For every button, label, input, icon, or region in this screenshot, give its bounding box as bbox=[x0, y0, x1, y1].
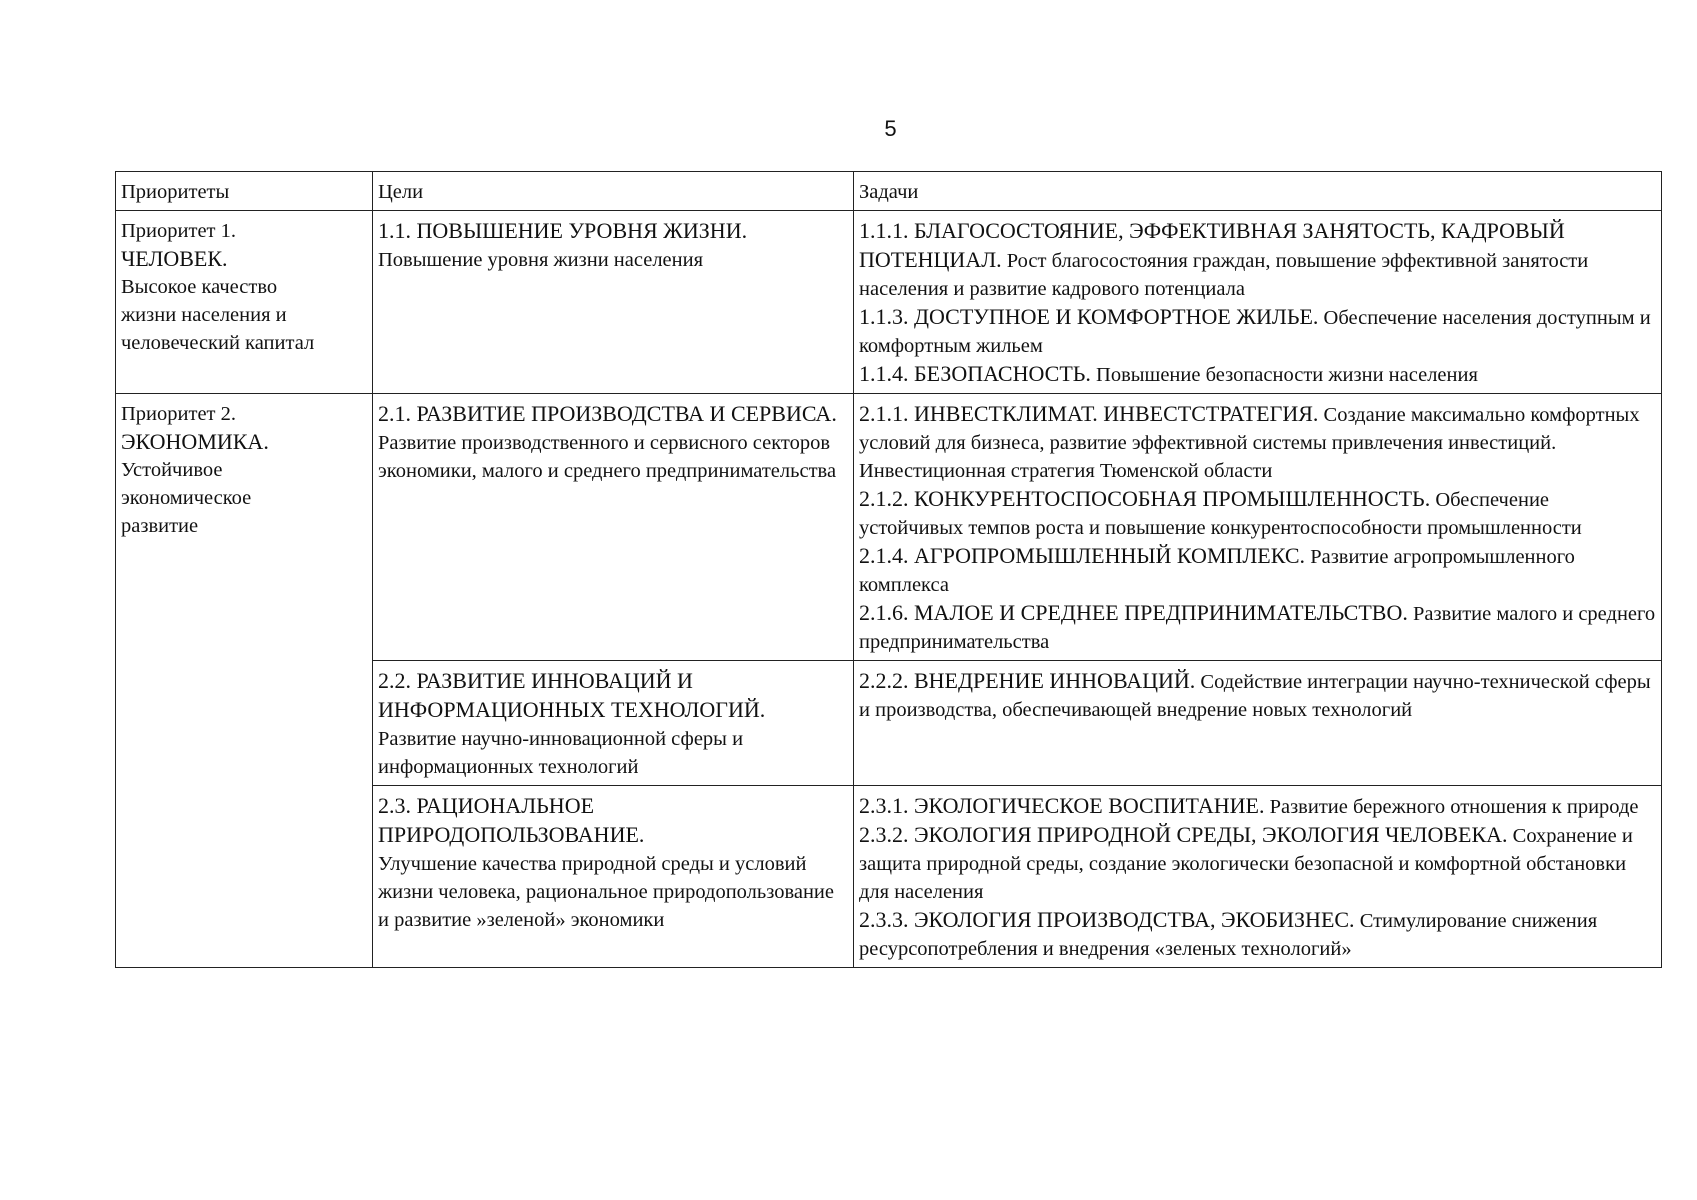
header-goals: Цели bbox=[373, 172, 854, 211]
task-text: Повышение безопасности жизни населения bbox=[1096, 364, 1478, 386]
goal-text: Улучшение качества природной среды и условий жизни человека, рациональное природопользование и развитие »зеленой» экономики bbox=[378, 853, 834, 931]
tasks-cell bbox=[854, 211, 1662, 394]
task-item bbox=[859, 667, 1656, 724]
priority-line: Приоритет 1. bbox=[121, 220, 237, 242]
task-title: 1.1.1. БЛАГОСОСТОЯНИЕ, ЭФФЕКТИВНАЯ ЗАНЯТОСТЬ, КАДРОВЫЙ ПОТЕНЦИАЛ. bbox=[859, 218, 1565, 272]
task-item bbox=[859, 303, 1656, 360]
goal-title: 2.3. РАЦИОНАЛЬНОЕ ПРИРОДОПОЛЬЗОВАНИЕ. bbox=[378, 793, 645, 847]
task-text: Развитие бережного отношения к природе bbox=[1269, 796, 1639, 818]
task-text: Развитие агропромышленного комплекса bbox=[859, 546, 1575, 596]
table-header-row bbox=[116, 172, 1662, 211]
table-row bbox=[116, 211, 1662, 394]
priority-cell bbox=[116, 211, 373, 394]
task-text: Развитие малого и среднего предпринимательства bbox=[859, 603, 1656, 653]
task-title: 1.1.4. БЕЗОПАСНОСТЬ. bbox=[859, 361, 1091, 386]
task-item bbox=[859, 821, 1656, 906]
priority-line: Приоритет 2. bbox=[121, 403, 237, 425]
page-number: 5 bbox=[884, 116, 897, 141]
task-title: 2.1.1. ИНВЕСТКЛИМАТ. ИНВЕСТСТРАТЕГИЯ. bbox=[859, 401, 1319, 426]
goal-title: 2.2. РАЗВИТИЕ ИННОВАЦИЙ И ИНФОРМАЦИОННЫХ ТЕХНОЛОГИЙ. bbox=[378, 668, 766, 722]
task-item bbox=[859, 599, 1656, 656]
priority-line: Высокое качество bbox=[121, 276, 278, 298]
priority-line: человеческий капитал bbox=[121, 332, 315, 354]
task-text: Обеспечение населения доступным и комфортным жильем bbox=[859, 307, 1651, 357]
priority-line: развитие bbox=[121, 515, 199, 537]
task-title: 2.3.3. ЭКОЛОГИЯ ПРОИЗВОДСТВА, ЭКОБИЗНЕС. bbox=[859, 907, 1355, 932]
header-priorities: Приоритеты bbox=[116, 172, 373, 211]
task-title: 2.1.2. КОНКУРЕНТОСПОСОБНАЯ ПРОМЫШЛЕННОСТЬ. bbox=[859, 486, 1431, 511]
task-text: Обеспечение устойчивых темпов роста и повышение конкурентоспособности промышленности bbox=[859, 489, 1582, 539]
goal-text: Развитие производственного и сервисного секторов экономики, малого и среднего предпринимательства bbox=[378, 432, 837, 482]
task-title: 2.1.6. МАЛОЕ И СРЕДНЕЕ ПРЕДПРИНИМАТЕЛЬСТВО. bbox=[859, 600, 1408, 625]
task-item bbox=[859, 360, 1656, 389]
priority-line: ЭКОНОМИКА. bbox=[121, 429, 269, 454]
strategy-table bbox=[115, 171, 1662, 968]
task-title: 2.2.2. ВНЕДРЕНИЕ ИННОВАЦИЙ. bbox=[859, 668, 1196, 693]
task-text: Сохранение и защита природной среды, создание экологически безопасной и комфортной обстановки для населения bbox=[859, 825, 1633, 903]
task-title: 2.1.4. АГРОПРОМЫШЛЕННЫЙ КОМПЛЕКС. bbox=[859, 543, 1306, 568]
priority-line: жизни населения и bbox=[121, 304, 287, 326]
priority-line: Устойчивое bbox=[121, 459, 223, 481]
task-item bbox=[859, 217, 1656, 303]
priority-line: экономическое bbox=[121, 487, 252, 509]
priority-line: ЧЕЛОВЕК. bbox=[121, 246, 228, 271]
task-item bbox=[859, 906, 1656, 963]
priority-cell bbox=[116, 394, 373, 968]
task-item bbox=[859, 792, 1656, 821]
task-title: 2.3.2. ЭКОЛОГИЯ ПРИРОДНОЙ СРЕДЫ, ЭКОЛОГИЯ ЧЕЛОВЕКА. bbox=[859, 822, 1508, 847]
goal-title: 2.1. РАЗВИТИЕ ПРОИЗВОДСТВА И СЕРВИСА. bbox=[378, 401, 837, 426]
tasks-cell bbox=[854, 786, 1662, 968]
task-text: Рост благосостояния граждан, повышение эффективной занятости населения и развитие кадрового потенциала bbox=[859, 250, 1589, 300]
task-text: Содействие интеграции научно-технической сферы и производства, обеспечивающей внедрение новых технологий bbox=[859, 671, 1651, 721]
table-row bbox=[116, 394, 1662, 661]
goal-cell bbox=[373, 786, 854, 968]
task-title: 1.1.3. ДОСТУПНОЕ И КОМФОРТНОЕ ЖИЛЬЕ. bbox=[859, 304, 1319, 329]
task-item bbox=[859, 485, 1656, 542]
goal-cell bbox=[373, 394, 854, 661]
task-item bbox=[859, 400, 1656, 485]
task-title: 2.3.1. ЭКОЛОГИЧЕСКОЕ ВОСПИТАНИЕ. bbox=[859, 793, 1265, 818]
goal-title: 1.1. ПОВЫШЕНИЕ УРОВНЯ ЖИЗНИ. bbox=[378, 218, 748, 243]
goal-text: Повышение уровня жизни населения bbox=[378, 249, 704, 271]
tasks-cell bbox=[854, 394, 1662, 661]
task-item bbox=[859, 542, 1656, 599]
goal-cell bbox=[373, 661, 854, 786]
task-text: Создание максимально комфортных условий для бизнеса, развитие эффективной системы привлечения инвестиций. Инвестиционная стратегия Тюменской области bbox=[859, 404, 1640, 482]
tasks-cell bbox=[854, 661, 1662, 786]
task-text: Стимулирование снижения ресурсопотребления и внедрения «зеленых технологий» bbox=[859, 910, 1598, 960]
header-tasks: Задачи bbox=[854, 172, 1662, 211]
goal-cell bbox=[373, 211, 854, 394]
goal-text: Развитие научно-инновационной сферы и информационных технологий bbox=[378, 728, 744, 778]
